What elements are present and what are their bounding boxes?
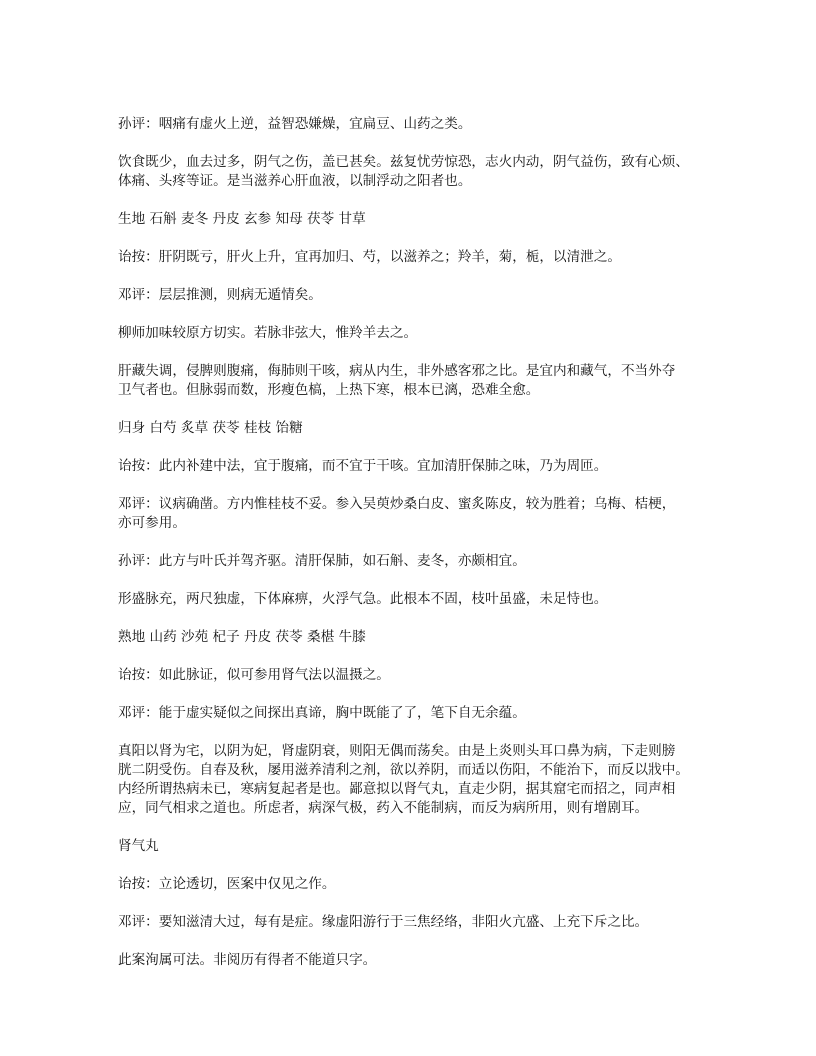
paragraph — [118, 115, 718, 134]
paragraph — [118, 153, 718, 191]
text-line: 邓评：能于虚实疑似之间探出真谛，胸中既能了了，笔下自无余蕴。 — [118, 705, 526, 721]
paragraph — [118, 362, 718, 400]
paragraph — [118, 742, 718, 818]
paragraph — [118, 875, 718, 894]
text-line: 熟地 山药 沙苑 杞子 丹皮 茯苓 桑椹 牛膝 — [118, 629, 366, 645]
paragraph — [118, 913, 718, 932]
text-line: 亦可参用。 — [118, 515, 186, 531]
paragraph — [118, 837, 718, 856]
text-line: 应，同气相求之道也。所虑者，病深气极，药入不能制病，而反为病所用，则有增剧耳。 — [118, 800, 649, 816]
text-line: 邓评：层层推测，则病无遁情矣。 — [118, 287, 322, 303]
paragraph — [118, 457, 718, 476]
text-line: 孙评：此方与叶氏并驾齐驱。清肝保肺，如石斛、麦冬，亦颇相宜。 — [118, 553, 526, 569]
text-line: 肝藏失调，侵脾则腹痛，侮肺则干咳，病从内生，非外感客邪之比。是宜内和藏气，不当外夺 — [118, 363, 676, 379]
text-line: 诒按：肝阴既亏，肝火上升，宜再加归、芍，以滋养之；羚羊，菊，栀，以清泄之。 — [118, 249, 621, 265]
text-line: 胱二阴受伤。自春及秋，屡用滋养清利之剂，欲以养阴，而适以伤阳，不能治下，而反以戕中。 — [118, 762, 689, 778]
text-line: 诒按：此内补建中法，宜于腹痛，而不宜于干咳。宜加清肝保肺之味，乃为周匝。 — [118, 458, 608, 474]
paragraph — [118, 495, 718, 533]
text-line: 此案洵属可法。非阅历有得者不能道只字。 — [118, 952, 377, 968]
text-line: 邓评：议病确凿。方内惟桂枝不妥。参入吴萸炒桑白皮、蜜炙陈皮，较为胜着；乌梅、桔梗， — [118, 496, 676, 512]
text-line: 内经所谓热病未已，寒病复起者是也。鄙意拟以肾气丸，直走少阴，据其窟宅而招之，同声相 — [118, 781, 676, 797]
text-line: 诒按：如此脉证，似可参用肾气法以温摄之。 — [118, 667, 390, 683]
paragraph — [118, 552, 718, 571]
paragraph — [118, 286, 718, 305]
text-line: 卫气者也。但脉弱而数，形瘦色槁，上热下寒，根本已漓，恐难全愈。 — [118, 382, 540, 398]
text-line: 生地 石斛 麦冬 丹皮 玄参 知母 茯苓 甘草 — [118, 211, 366, 227]
text-line: 体痛、头疼等证。是当滋养心肝血液，以制浮动之阳者也。 — [118, 173, 472, 189]
paragraph — [118, 704, 718, 723]
text-line: 孙评：咽痛有虚火上逆，益智恐嫌燥，宜扁豆、山药之类。 — [118, 116, 472, 132]
paragraph — [118, 666, 718, 685]
paragraph — [118, 951, 718, 970]
text-line: 形盛脉充，两尺独虚，下体麻痹，火浮气急。此根本不固，枝叶虽盛，未足恃也。 — [118, 591, 608, 607]
text-line: 真阳以肾为宅，以阴为妃，肾虚阴衰，则阳无偶而荡矣。由是上炎则头耳口鼻为病，下走则膀 — [118, 743, 676, 759]
paragraph — [118, 210, 718, 229]
text-line: 饮食既少，血去过多，阴气之伤，盖已甚矣。兹复忧劳惊恐，志火内动，阴气益伤，致有心烦、 — [118, 154, 689, 170]
paragraph — [118, 419, 718, 438]
text-line: 诒按：立论透切，医案中仅见之作。 — [118, 876, 336, 892]
text-line: 邓评：要知滋清大过，每有是症。缘虚阳游行于三焦经络，非阳火亢盛、上充下斥之比。 — [118, 914, 649, 930]
paragraph — [118, 628, 718, 647]
text-line: 柳师加味较原方切实。若脉非弦大，惟羚羊去之。 — [118, 325, 418, 341]
paragraph — [118, 248, 718, 267]
document-page — [118, 115, 718, 989]
paragraph — [118, 590, 718, 609]
paragraph — [118, 324, 718, 343]
text-line: 肾气丸 — [118, 838, 159, 854]
text-line: 归身 白芍 炙草 茯苓 桂枝 饴糖 — [118, 420, 303, 436]
